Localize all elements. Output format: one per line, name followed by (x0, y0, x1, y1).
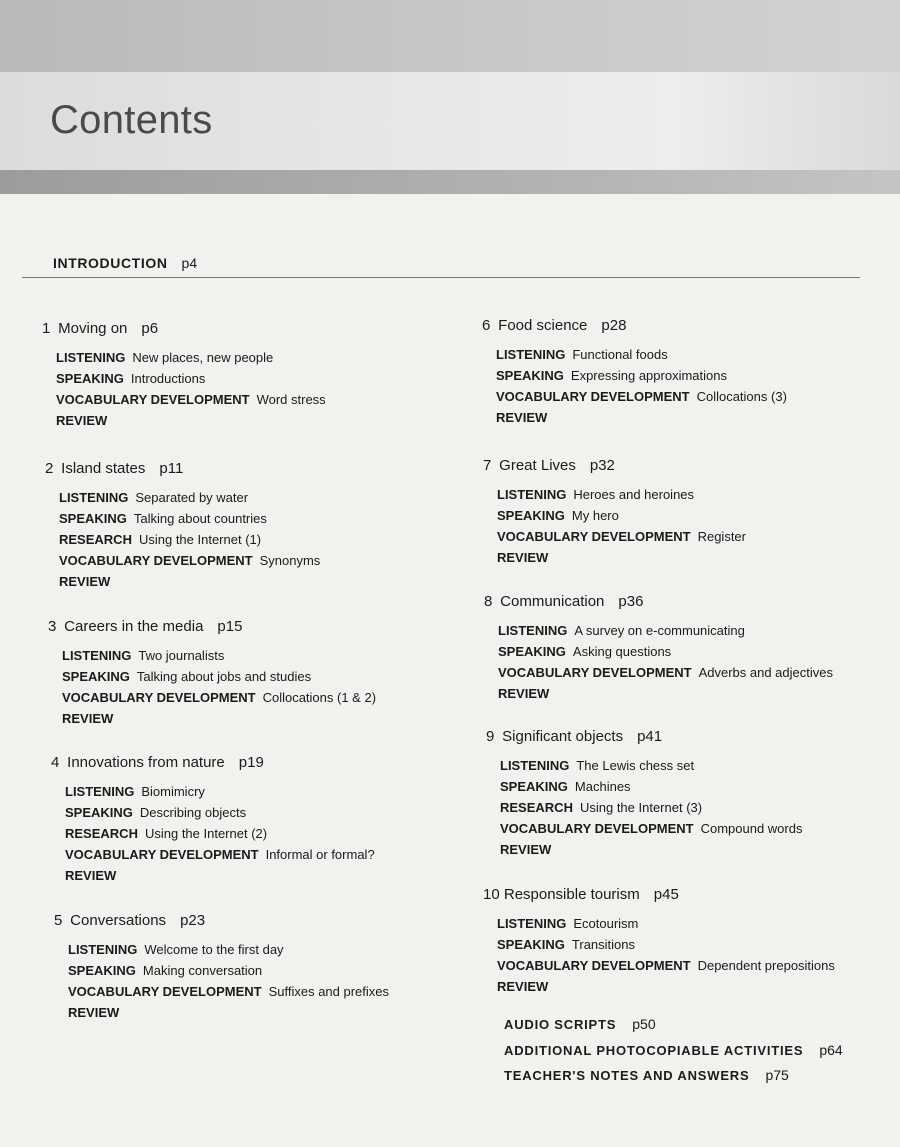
unit-title: Careers in the media (64, 618, 204, 635)
unit-number: 4 (51, 754, 60, 771)
item-text: Making conversation (142, 963, 263, 978)
unit-item (59, 508, 320, 529)
intro-entry (53, 255, 197, 271)
unit-item (59, 487, 320, 508)
unit-item (497, 484, 746, 505)
item-text: My hero (571, 508, 619, 523)
unit-heading (482, 317, 787, 334)
extras-page: p50 (632, 1016, 656, 1032)
item-category: SPEAKING (500, 779, 568, 794)
item-text: New places, new people (132, 350, 274, 365)
unit-item (68, 1002, 389, 1023)
item-text: Heroes and heroines (573, 487, 695, 502)
item-category: LISTENING (56, 350, 126, 365)
item-category: LISTENING (62, 648, 132, 663)
item-category: LISTENING (68, 942, 138, 957)
unit-item (56, 389, 326, 410)
item-category: REVIEW (56, 413, 108, 428)
item-category: SPEAKING (498, 644, 566, 659)
item-category: REVIEW (496, 410, 548, 425)
unit-title: Great Lives (499, 457, 576, 474)
unit-item (65, 823, 375, 844)
unit-page: p15 (217, 618, 243, 635)
intro-page: p4 (181, 255, 198, 271)
unit-9 (486, 728, 802, 860)
unit-heading (51, 754, 375, 771)
item-category: LISTENING (65, 784, 135, 799)
unit-number: 8 (484, 593, 493, 610)
unit-item (496, 386, 787, 407)
unit-item (500, 755, 802, 776)
item-text: Machines (574, 779, 631, 794)
unit-item (500, 776, 802, 797)
unit-heading (48, 618, 376, 635)
unit-5 (54, 912, 389, 1023)
unit-heading (486, 728, 802, 745)
unit-item (62, 708, 376, 729)
item-text: Functional foods (572, 347, 668, 362)
item-category: SPEAKING (59, 511, 127, 526)
unit-heading (483, 886, 835, 903)
unit-item (497, 505, 746, 526)
unit-number: 10 (483, 886, 500, 903)
unit-8 (484, 593, 833, 704)
item-text: Separated by water (135, 490, 249, 505)
item-category: REVIEW (62, 711, 114, 726)
item-category: VOCABULARY DEVELOPMENT (68, 984, 262, 999)
unit-item (500, 839, 802, 860)
unit-item (59, 529, 320, 550)
item-text: Compound words (700, 821, 803, 836)
item-text: Welcome to the first day (144, 942, 284, 957)
unit-page: p32 (589, 457, 615, 474)
unit-heading (45, 460, 320, 477)
unit-item (65, 802, 375, 823)
unit-item (498, 641, 833, 662)
extras-page: p64 (819, 1041, 843, 1058)
intro-label: INTRODUCTION (53, 255, 168, 271)
extras-label: AUDIO SCRIPTS (504, 1017, 617, 1032)
unit-number: 6 (482, 317, 491, 334)
item-category: SPEAKING (56, 371, 124, 386)
unit-6 (482, 317, 787, 428)
item-text: Collocations (3) (696, 389, 787, 404)
item-text: Adverbs and adjectives (698, 665, 833, 680)
unit-item (498, 620, 833, 641)
item-category: SPEAKING (68, 963, 136, 978)
unit-page: p23 (180, 912, 206, 929)
unit-page: p6 (141, 320, 159, 337)
item-text: The Lewis chess set (576, 758, 695, 773)
unit-3 (48, 618, 376, 729)
item-text: Synonyms (259, 553, 321, 568)
item-category: VOCABULARY DEVELOPMENT (500, 821, 694, 836)
item-category: LISTENING (498, 623, 568, 638)
unit-page: p45 (653, 886, 679, 903)
item-text: Dependent prepositions (697, 958, 835, 973)
item-text: Talking about jobs and studies (136, 669, 312, 684)
unit-title: Communication (500, 593, 605, 610)
item-category: VOCABULARY DEVELOPMENT (496, 389, 690, 404)
item-category: REVIEW (59, 574, 111, 589)
unit-item (68, 981, 389, 1002)
item-category: SPEAKING (65, 805, 133, 820)
unit-item (65, 781, 375, 802)
item-text: Register (697, 529, 746, 544)
unit-number: 7 (483, 457, 492, 474)
unit-number: 5 (54, 912, 63, 929)
unit-item (498, 662, 833, 683)
item-text: Asking questions (572, 644, 672, 659)
item-text: Transitions (571, 937, 636, 952)
unit-number: 2 (45, 460, 54, 477)
unit-item (65, 865, 375, 886)
extras-page: p75 (765, 1067, 789, 1083)
unit-title: Innovations from nature (67, 754, 225, 771)
item-category: VOCABULARY DEVELOPMENT (497, 958, 691, 973)
unit-heading (42, 320, 326, 337)
unit-page: p41 (637, 728, 663, 745)
unit-item (500, 818, 802, 839)
item-category: REVIEW (498, 686, 550, 701)
unit-item (496, 365, 787, 386)
item-category: REVIEW (500, 842, 552, 857)
item-category: LISTENING (497, 487, 567, 502)
item-text: Introductions (130, 371, 206, 386)
item-category: VOCABULARY DEVELOPMENT (498, 665, 692, 680)
unit-page: p36 (618, 593, 644, 610)
item-category: VOCABULARY DEVELOPMENT (59, 553, 253, 568)
unit-title: Island states (61, 460, 146, 477)
unit-item (62, 666, 376, 687)
unit-title: Responsible tourism (503, 886, 640, 903)
unit-heading (54, 912, 389, 929)
unit-number: 3 (48, 618, 57, 635)
extras-label: ADDITIONAL PHOTOCOPIABLE ACTIVITIES (504, 1042, 804, 1058)
unit-4 (51, 754, 375, 886)
item-category: REVIEW (497, 550, 549, 565)
item-text: A survey on e-communicating (574, 623, 745, 638)
item-category: REVIEW (65, 868, 117, 883)
item-category: LISTENING (496, 347, 566, 362)
unit-item (496, 344, 787, 365)
unit-number: 1 (42, 320, 51, 337)
extras-photocopiable (504, 1038, 843, 1064)
item-category: SPEAKING (496, 368, 564, 383)
unit-title: Moving on (58, 320, 128, 337)
item-text: Word stress (256, 392, 326, 407)
item-category: SPEAKING (497, 508, 565, 523)
item-category: SPEAKING (62, 669, 130, 684)
unit-10 (483, 886, 835, 997)
unit-item (65, 844, 375, 865)
extras-teachers-notes (504, 1063, 843, 1089)
extras-label: TEACHER'S NOTES AND ANSWERS (504, 1068, 750, 1083)
unit-1 (42, 320, 326, 431)
item-category: LISTENING (500, 758, 570, 773)
unit-item (497, 976, 835, 997)
item-category: RESEARCH (500, 800, 573, 815)
item-category: SPEAKING (497, 937, 565, 952)
item-text: Informal or formal? (265, 847, 375, 862)
unit-item (62, 645, 376, 666)
unit-item (56, 347, 326, 368)
unit-item (497, 526, 746, 547)
item-text: Using the Internet (2) (144, 826, 268, 841)
unit-item (500, 797, 802, 818)
unit-item (497, 913, 835, 934)
item-category: RESEARCH (65, 826, 138, 841)
item-text: Expressing approximations (570, 368, 727, 383)
unit-heading (484, 593, 833, 610)
unit-item (497, 955, 835, 976)
unit-title: Conversations (70, 912, 167, 929)
item-text: Suffixes and prefixes (268, 984, 390, 999)
page-title: Contents (50, 98, 213, 142)
item-text: Collocations (1 & 2) (262, 690, 377, 705)
extras-list (504, 1012, 843, 1089)
unit-item (56, 410, 326, 431)
unit-item (68, 939, 389, 960)
item-category: VOCABULARY DEVELOPMENT (62, 690, 256, 705)
unit-page: p28 (601, 317, 627, 334)
unit-heading (483, 457, 746, 474)
item-text: Talking about countries (133, 511, 267, 526)
unit-item (62, 687, 376, 708)
unit-item (497, 934, 835, 955)
divider-rule (22, 277, 860, 278)
unit-7 (483, 457, 746, 568)
unit-item (59, 550, 320, 571)
item-category: LISTENING (497, 916, 567, 931)
extras-audio-scripts (504, 1012, 843, 1038)
unit-2 (45, 460, 320, 592)
item-category: VOCABULARY DEVELOPMENT (56, 392, 250, 407)
item-category: VOCABULARY DEVELOPMENT (65, 847, 259, 862)
item-text: Describing objects (139, 805, 247, 820)
top-band (0, 0, 900, 72)
unit-number: 9 (486, 728, 495, 745)
item-text: Ecotourism (573, 916, 639, 931)
item-category: REVIEW (68, 1005, 120, 1020)
item-category: RESEARCH (59, 532, 132, 547)
unit-page: p19 (238, 754, 264, 771)
unit-item (68, 960, 389, 981)
item-category: LISTENING (59, 490, 129, 505)
item-text: Using the Internet (3) (579, 800, 703, 815)
unit-item (497, 547, 746, 568)
unit-item (498, 683, 833, 704)
unit-title: Food science (498, 317, 588, 334)
item-text: Using the Internet (1) (138, 532, 262, 547)
unit-item (496, 407, 787, 428)
item-text: Two journalists (138, 648, 225, 663)
item-category: VOCABULARY DEVELOPMENT (497, 529, 691, 544)
unit-item (56, 368, 326, 389)
unit-page: p11 (159, 460, 184, 477)
unit-item (59, 571, 320, 592)
item-category: REVIEW (497, 979, 549, 994)
item-text: Biomimicry (141, 784, 205, 799)
unit-title: Significant objects (502, 728, 624, 745)
header-strip (0, 170, 900, 194)
